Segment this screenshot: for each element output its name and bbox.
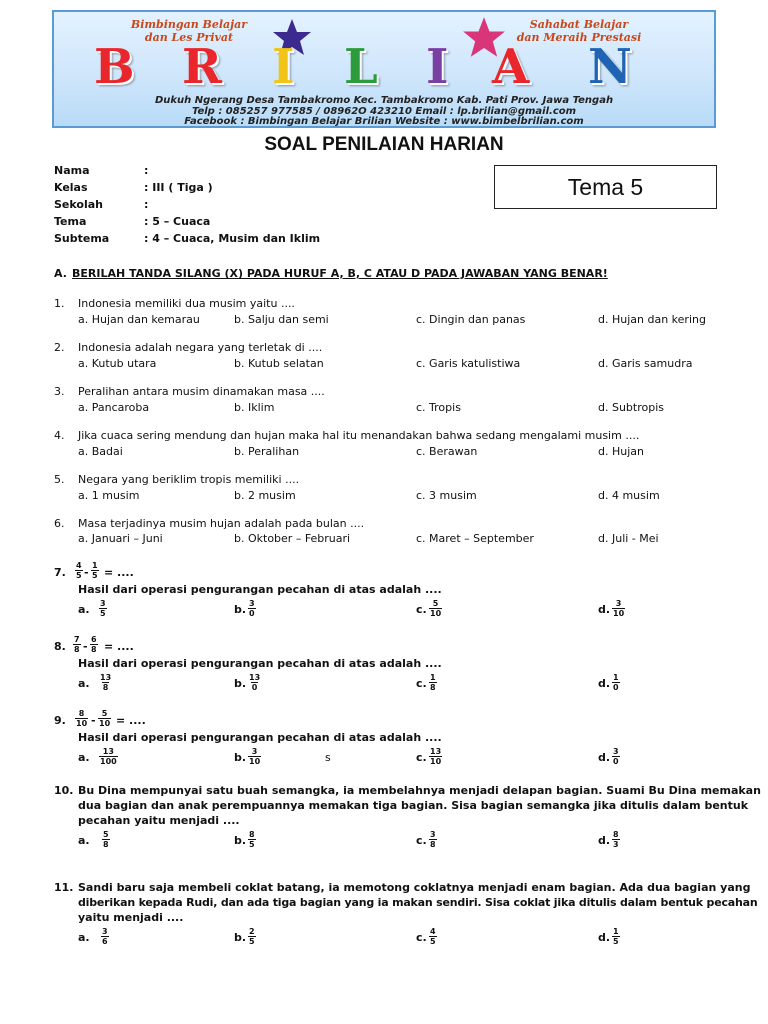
denominator: 3 [613, 840, 619, 849]
equals-text: = .... [104, 640, 134, 653]
numerator: 2 [249, 927, 255, 936]
numerator: 3 [102, 927, 108, 936]
option-d-label[interactable]: d. [598, 751, 611, 764]
identity-value: : 5 – Cuaca [144, 215, 211, 228]
option-c[interactable]: c. Dingin dan panas [416, 313, 526, 326]
option-d-fraction[interactable] [612, 830, 620, 849]
identity-value: : III ( Tiga ) [144, 181, 213, 194]
denominator: 10 [249, 757, 261, 766]
option-b-fraction[interactable] [248, 599, 256, 618]
option-d-fraction[interactable] [612, 599, 625, 618]
question-number: 10. [54, 784, 74, 797]
option-c-label[interactable]: c. [416, 931, 427, 944]
option-b[interactable]: b. 2 musim [234, 489, 296, 502]
question-number: 5. [54, 473, 65, 486]
numerator: 5 [101, 709, 108, 718]
numerator: 3 [100, 599, 106, 608]
option-d-label[interactable]: d. [598, 603, 611, 616]
option-a-label[interactable]: a. [78, 931, 90, 944]
numerator: 6 [91, 635, 97, 644]
numerator: 3 [251, 747, 258, 756]
question-number: 2. [54, 341, 65, 354]
question-text: Peralihan antara musim dinamakan masa .... [78, 385, 325, 398]
denominator: 10 [430, 609, 442, 618]
denominator: 8 [91, 645, 97, 654]
option-b[interactable]: b. Iklim [234, 401, 275, 414]
minus-sign: - [91, 714, 96, 727]
numerator: 8 [249, 830, 255, 839]
equals-text: = .... [104, 566, 134, 579]
equals-text: = .... [116, 714, 146, 727]
tagline-right-2: dan Meraih Prestasi [516, 31, 642, 44]
option-a-label[interactable]: a. [78, 603, 90, 616]
identity-label: Sekolah [54, 198, 103, 211]
brand-logo [94, 39, 684, 95]
numerator: 8 [78, 709, 85, 718]
question-text: Indonesia adalah negara yang terletak di .... [78, 341, 323, 354]
option-a[interactable]: a. Badai [78, 445, 123, 458]
question-number: 9. [54, 714, 66, 727]
option-c-fraction[interactable] [429, 830, 437, 849]
option-c[interactable]: c. Tropis [416, 401, 461, 414]
identity-label: Nama [54, 164, 90, 177]
denominator: 8 [103, 840, 109, 849]
numerator: 3 [249, 599, 255, 608]
option-a-fraction[interactable] [99, 673, 112, 692]
tagline-right-1: Sahabat Belajar [529, 18, 629, 31]
stray-mark: s [325, 751, 331, 764]
option-d-fraction[interactable] [612, 927, 620, 946]
denominator: 5 [92, 571, 98, 580]
option-b[interactable]: b. Kutub selatan [234, 357, 324, 370]
denominator: 0 [251, 683, 258, 692]
option-a[interactable]: a. Pancaroba [78, 401, 150, 414]
question-text-line: yaitu menjadi .... [78, 911, 184, 924]
option-a-fraction[interactable] [99, 747, 118, 766]
question-text: Masa terjadinya musim hujan adalah pada bulan .... [78, 517, 365, 530]
denominator: 5 [249, 937, 255, 946]
numerator: 13 [249, 673, 261, 682]
numerator: 4 [76, 561, 82, 570]
option-c-fraction[interactable] [429, 927, 437, 946]
option-c-label[interactable]: c. [416, 834, 427, 847]
numerator: 3 [430, 830, 436, 839]
denominator: 5 [100, 609, 106, 618]
option-d-label[interactable]: d. [598, 834, 611, 847]
option-c-label[interactable]: c. [416, 751, 427, 764]
option-c-label[interactable]: c. [416, 603, 427, 616]
option-c-fraction[interactable] [429, 673, 437, 692]
question-text: Hasil dari operasi pengurangan pecahan di atas adalah .... [78, 731, 442, 744]
identity-value: : [144, 198, 149, 211]
question-text: Indonesia memiliki dua musim yaitu .... [78, 297, 295, 310]
option-a-label[interactable]: a. [78, 751, 90, 764]
denominator: 100 [100, 757, 117, 766]
option-b-label[interactable]: b. [234, 834, 247, 847]
option-b-fraction[interactable] [248, 927, 256, 946]
option-a[interactable]: a. 1 musim [78, 489, 140, 502]
numerator: 1 [430, 673, 436, 682]
option-a[interactable]: a. Hujan dan kemarau [78, 313, 200, 326]
tagline-left-2: dan Les Privat [144, 31, 234, 44]
contact-line: Telp : 085257 977585 / 08962O 423210 Email : lp.brilian@gmail.com [191, 106, 577, 117]
option-d-fraction[interactable] [612, 747, 620, 766]
option-d[interactable]: d. Hujan dan kering [598, 313, 706, 326]
numerator: 4 [430, 927, 436, 936]
option-b-label[interactable]: b. [234, 751, 247, 764]
option-a[interactable]: a. Kutub utara [78, 357, 157, 370]
identity-value: : [144, 164, 149, 177]
numerator: 7 [74, 635, 80, 644]
question-text-line: Sandi baru saja membeli coklat batang, ia memotong coklatnya menjadi enam bagian. Ada dua bagian yang [78, 881, 751, 894]
question-text: Negara yang beriklim tropis memiliki .... [78, 473, 300, 486]
denominator: 5 [613, 937, 619, 946]
tagline-left-1: Bimbingan Belajar [130, 18, 248, 31]
option-a-fraction[interactable] [102, 830, 110, 849]
option-b[interactable]: b. Oktober – Februari [234, 532, 351, 545]
numerator: 1 [613, 673, 619, 682]
identity-label: Kelas [54, 181, 88, 194]
option-b-label[interactable]: b. [234, 603, 247, 616]
question-text-line: dua bagian dan anak perempuannya memakan tiga bagian. Sisa bagian semangka jika ditulis dalam bentuk [78, 799, 749, 812]
option-c[interactable]: c. Berawan [416, 445, 478, 458]
numerator: 3 [613, 747, 619, 756]
option-c-fraction[interactable] [429, 599, 442, 618]
brand-letter: I [272, 39, 295, 95]
question-number: 1. [54, 297, 65, 310]
address-line: Dukuh Ngerang Desa Tambakromo Kec. Tambakromo Kab. Pati Prov. Jawa Tengah [154, 95, 614, 106]
brand-letter: B [94, 39, 135, 95]
fraction [75, 709, 88, 728]
denominator: 0 [249, 609, 255, 618]
option-b[interactable]: b. Peralihan [234, 445, 300, 458]
option-c[interactable]: c. 3 musim [416, 489, 477, 502]
option-d-label[interactable]: d. [598, 931, 611, 944]
denominator: 10 [430, 757, 442, 766]
brand-letter: A [492, 39, 530, 95]
identity-label: Subtema [54, 232, 110, 245]
question-number: 7. [54, 566, 66, 579]
option-b-fraction[interactable] [248, 673, 261, 692]
option-a[interactable]: a. Januari – Juni [78, 532, 163, 545]
denominator: 10 [99, 719, 111, 728]
question-text-line: diberikan kepada Rudi, dan ada tiga bagian yang ia makan sendiri. Sisa coklat jika ditulis dalam bentuk pecahan [78, 896, 758, 909]
numerator: 5 [432, 599, 439, 608]
option-a-fraction[interactable] [99, 599, 107, 618]
option-d[interactable]: d. Hujan [598, 445, 644, 458]
option-d[interactable]: d. 4 musim [598, 489, 660, 502]
numerator: 5 [103, 830, 109, 839]
question-text-line: pecahan yaitu menjadi .... [78, 814, 240, 827]
header-banner [52, 10, 716, 128]
question-number: 8. [54, 640, 66, 653]
numerator: 13 [100, 673, 112, 682]
denominator: 8 [102, 683, 109, 692]
brand-letter: L [344, 39, 378, 95]
numerator: 3 [615, 599, 622, 608]
option-b-label[interactable]: b. [234, 677, 247, 690]
brand-letter: I [426, 39, 449, 95]
denominator: 8 [430, 840, 436, 849]
numerator: 1 [92, 561, 98, 570]
option-d[interactable]: d. Garis samudra [598, 357, 693, 370]
option-d-fraction[interactable] [612, 673, 620, 692]
option-b-fraction[interactable] [248, 830, 256, 849]
denominator: 0 [613, 683, 619, 692]
section-a-prefix: A. [54, 267, 67, 280]
section-a-instruction: BERILAH TANDA SILANG (X) PADA HURUF A, B, C ATAU D PADA JAWABAN YANG BENAR! [72, 267, 608, 280]
option-b[interactable]: b. Salju dan semi [234, 313, 329, 326]
page-title: SOAL PENILAIAN HARIAN [264, 134, 504, 155]
minus-sign: - [84, 566, 89, 579]
numerator: 13 [102, 747, 114, 756]
denominator: 5 [430, 937, 436, 946]
denominator: 5 [249, 840, 255, 849]
denominator: 10 [76, 719, 88, 728]
option-d-label[interactable]: d. [598, 677, 611, 690]
question-number: 4. [54, 429, 65, 442]
denominator: 8 [430, 683, 436, 692]
option-a-fraction[interactable] [101, 927, 109, 946]
brand-letter: R [182, 39, 222, 95]
identity-label: Tema [54, 215, 87, 228]
option-d[interactable]: d. Subtropis [598, 401, 665, 414]
fraction [75, 561, 83, 580]
denominator: 0 [613, 757, 619, 766]
fraction [73, 635, 81, 654]
question-text: Hasil dari operasi pengurangan pecahan di atas adalah .... [78, 657, 442, 670]
denominator: 6 [102, 937, 108, 946]
option-d[interactable]: d. Juli - Mei [598, 532, 659, 545]
social-line: Facebook : Bimbingan Belajar Brilian Website : www.bimbelbrilian.com [184, 116, 584, 127]
fraction [91, 561, 99, 580]
question-text-line: Bu Dina mempunyai satu buah semangka, ia membelahnya menjadi delapan bagian. Suami Bu Dina memakan [78, 784, 761, 797]
denominator: 8 [74, 645, 80, 654]
option-c[interactable]: c. Maret – September [416, 532, 534, 545]
question-number: 6. [54, 517, 65, 530]
option-c-fraction[interactable] [429, 747, 442, 766]
question-number: 3. [54, 385, 65, 398]
question-text: Hasil dari operasi pengurangan pecahan di atas adalah .... [78, 583, 442, 596]
question-text: Jika cuaca sering mendung dan hujan maka hal itu menandakan bahwa sedang mengalami musim .... [78, 429, 640, 442]
numerator: 13 [430, 747, 442, 756]
option-a-label[interactable]: a. [78, 834, 90, 847]
fraction [98, 709, 111, 728]
option-a-label[interactable]: a. [78, 677, 90, 690]
minus-sign: - [83, 640, 88, 653]
identity-value: : 4 – Cuaca, Musim dan Iklim [144, 232, 321, 245]
numerator: 8 [613, 830, 619, 839]
option-b-fraction[interactable] [248, 747, 261, 766]
brand-letter: N [588, 39, 632, 95]
option-c[interactable]: c. Garis katulistiwa [416, 357, 521, 370]
option-c-label[interactable]: c. [416, 677, 427, 690]
tema-box: Tema 5 [494, 165, 717, 209]
numerator: 1 [613, 927, 619, 936]
question-number: 11. [54, 881, 74, 894]
denominator: 5 [76, 571, 82, 580]
fraction [90, 635, 98, 654]
option-b-label[interactable]: b. [234, 931, 247, 944]
denominator: 10 [613, 609, 625, 618]
